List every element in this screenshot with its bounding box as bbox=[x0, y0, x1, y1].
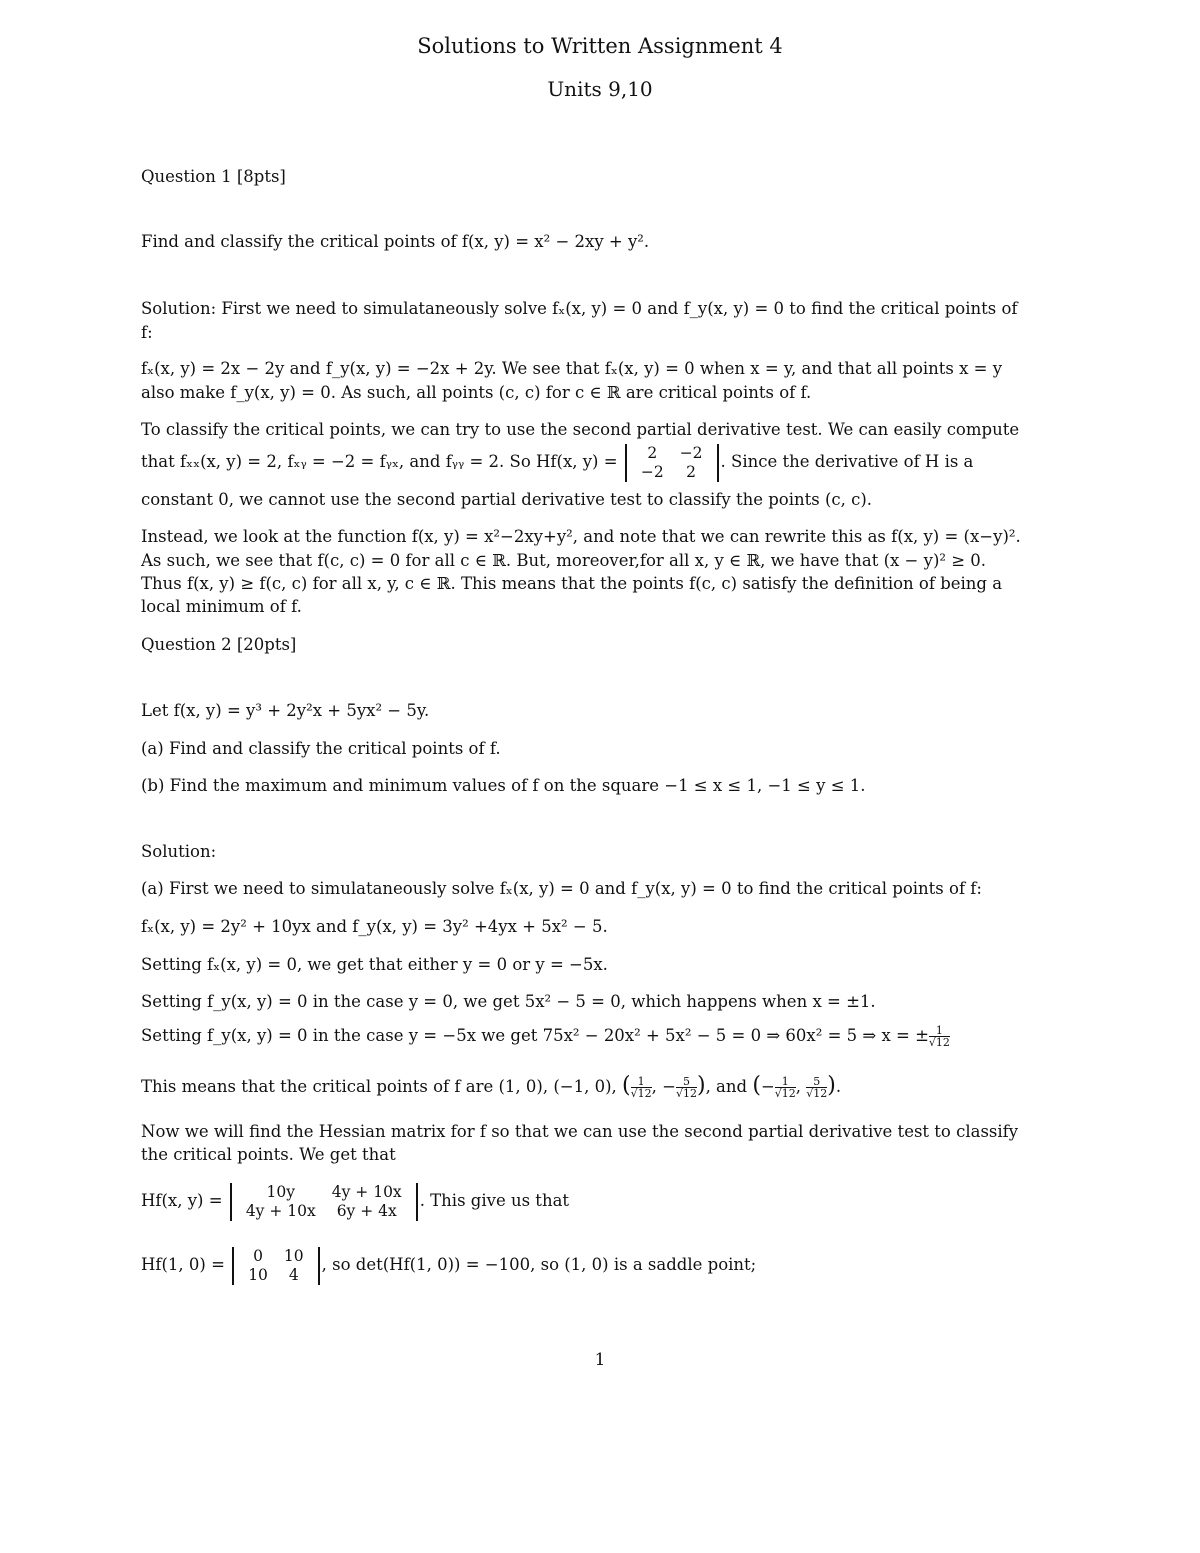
page-number: 1 bbox=[594, 1350, 606, 1370]
hessian-label: Hf(1, 0) = bbox=[141, 1255, 225, 1274]
fraction-numerator: 1 bbox=[775, 1076, 796, 1088]
fraction-numerator: 1 bbox=[929, 1025, 950, 1037]
q2-solution-line: Now we will find the Hessian matrix for f so that we can use the second partial derivative test to classify bbox=[141, 1122, 1019, 1141]
fraction-denominator: √12 bbox=[928, 1036, 950, 1049]
matrix-cell: 4y + 10x bbox=[245, 1201, 316, 1220]
q2-solution-line: (a) First we need to simulataneously solve fₓ(x, y) = 0 and f_y(x, y) = 0 to find the critical points of f: bbox=[141, 879, 982, 898]
q1-paragraph-line: local minimum of f. bbox=[141, 597, 302, 616]
hessian-after-text: , so det(Hf(1, 0)) = −100, so (1, 0) is a saddle point; bbox=[321, 1255, 757, 1274]
fraction-denominator: √12 bbox=[630, 1087, 652, 1100]
matrix-cell: −2 bbox=[679, 443, 703, 462]
q2-critical-points-line: This means that the critical points of f are (1, 0), (−1, 0), ( $\frac{1}{√12}$ , − $\frac{5}{√12}$ ), and (− $\frac{1}{√12}$ , $\frac{5}{√12}$ ). bbox=[141, 1073, 842, 1100]
q2-solution-line: fₓ(x, y) = 2y² + 10yx and f_y(x, y) = 3y² +4yx + 5x² − 5. bbox=[141, 917, 608, 936]
hessian-general-line bbox=[141, 1176, 1061, 1226]
q2-solution-line: Setting f_y(x, y) = 0 in the case y = 0, we get 5x² − 5 = 0, which happens when x = ±1. bbox=[141, 992, 876, 1011]
hessian-label: Hf(x, y) = bbox=[141, 1191, 223, 1210]
q1-paragraph-line: Thus f(x, y) ≥ f(c, c) for all x, y, c ∈ ℝ. This means that the points f(c, c) satisfy the definition of being a bbox=[141, 574, 1003, 593]
hessian-outro: . Since the derivative of H is a bbox=[720, 452, 974, 471]
q1-paragraph-line: Instead, we look at the function f(x, y) = x²−2xy+y², and note that we can rewrite this as f(x, y) = (x−y)². bbox=[141, 527, 1021, 546]
fraction bbox=[929, 1025, 950, 1048]
q2-heading: Question 2 [20pts] bbox=[141, 635, 297, 654]
document-subtitle: Units 9,10 bbox=[547, 77, 653, 101]
hessian-after-text: . This give us that bbox=[419, 1191, 570, 1210]
matrix-cell: −2 bbox=[640, 462, 664, 481]
matrix-cell: 10 bbox=[283, 1246, 304, 1265]
matrix-cell: 2 bbox=[647, 443, 658, 462]
fraction-numerator: 5 bbox=[806, 1076, 827, 1088]
fraction-denominator: √12 bbox=[806, 1087, 828, 1100]
equation-text: Setting f_y(x, y) = 0 in the case y = −5x we get 75x² − 20x² + 5x² − 5 = 0 ⇒ 60x² = 5 ⇒ x = ± bbox=[141, 1026, 929, 1045]
hessian-matrix bbox=[232, 1247, 319, 1285]
q1-prompt: Find and classify the critical points of f(x, y) = x² − 2xy + y². bbox=[141, 232, 650, 251]
q1-hessian-line bbox=[141, 440, 1061, 484]
matrix-cell: 4 bbox=[288, 1265, 299, 1284]
q2-solution-line: Setting fₓ(x, y) = 0, we get that either y = 0 or y = −5x. bbox=[141, 955, 608, 974]
document-title: Solutions to Written Assignment 4 bbox=[417, 34, 783, 58]
fraction bbox=[806, 1076, 827, 1099]
matrix-cell: 10 bbox=[248, 1265, 268, 1284]
q1-paragraph-line: constant 0, we cannot use the second partial derivative test to classify the points (c, c). bbox=[141, 490, 873, 509]
matrix-cell: 10y bbox=[266, 1182, 296, 1201]
q2-solution-line: the critical points. We get that bbox=[141, 1145, 396, 1164]
fraction-denominator: √12 bbox=[774, 1087, 796, 1100]
conjunction: , and bbox=[705, 1077, 748, 1096]
hessian-intro: that fₓₓ(x, y) = 2, fₓᵧ = −2 = fᵧₓ, and fᵧᵧ = 2. So Hf(x, y) = bbox=[141, 452, 618, 471]
critical-points-text: This means that the critical points of f are (1, 0), (−1, 0), bbox=[141, 1077, 617, 1096]
q2-prompt: Let f(x, y) = y³ + 2y²x + 5yx² − 5y. bbox=[141, 701, 430, 720]
hessian-10-line bbox=[141, 1240, 1061, 1290]
q2-part-b: (b) Find the maximum and minimum values of f on the square −1 ≤ x ≤ 1, −1 ≤ y ≤ 1. bbox=[141, 776, 866, 795]
hessian-matrix bbox=[230, 1183, 418, 1221]
matrix-cell: 4y + 10x bbox=[331, 1182, 402, 1201]
q1-paragraph-line: As such, we see that f(c, c) = 0 for all c ∈ ℝ. But, moreover,for all x, y ∈ ℝ, we have that (x − y)² ≥ 0. bbox=[141, 551, 987, 570]
hessian-matrix bbox=[625, 444, 719, 482]
q2-solution-line bbox=[141, 1024, 1061, 1048]
matrix-cell: 6y + 4x bbox=[336, 1201, 397, 1220]
fraction-numerator: 1 bbox=[631, 1076, 652, 1088]
q1-paragraph-line: To classify the critical points, we can try to use the second partial derivative test. We can easily compute bbox=[141, 420, 1020, 439]
q1-solution-line: Solution: First we need to simulataneously solve fₓ(x, y) = 0 and f_y(x, y) = 0 to find the critical points of bbox=[141, 299, 1018, 318]
matrix-cell: 0 bbox=[253, 1246, 263, 1265]
q1-solution-line: f: bbox=[141, 323, 153, 342]
q2-solution-label: Solution: bbox=[141, 842, 217, 861]
fraction bbox=[631, 1076, 652, 1099]
q1-paragraph-line: fₓ(x, y) = 2x − 2y and f_y(x, y) = −2x + 2y. We see that fₓ(x, y) = 0 when x = y, and that all points x = y bbox=[141, 359, 1003, 378]
fraction-denominator: √12 bbox=[675, 1087, 697, 1100]
fraction bbox=[676, 1076, 697, 1099]
q1-heading: Question 1 [8pts] bbox=[141, 167, 286, 186]
q1-paragraph-line: also make f_y(x, y) = 0. As such, all points (c, c) for c ∈ ℝ are critical points of f. bbox=[141, 383, 812, 402]
fraction-numerator: 5 bbox=[676, 1076, 697, 1088]
fraction bbox=[775, 1076, 796, 1099]
q2-part-a: (a) Find and classify the critical points of f. bbox=[141, 739, 501, 758]
matrix-cell: 2 bbox=[686, 462, 697, 481]
